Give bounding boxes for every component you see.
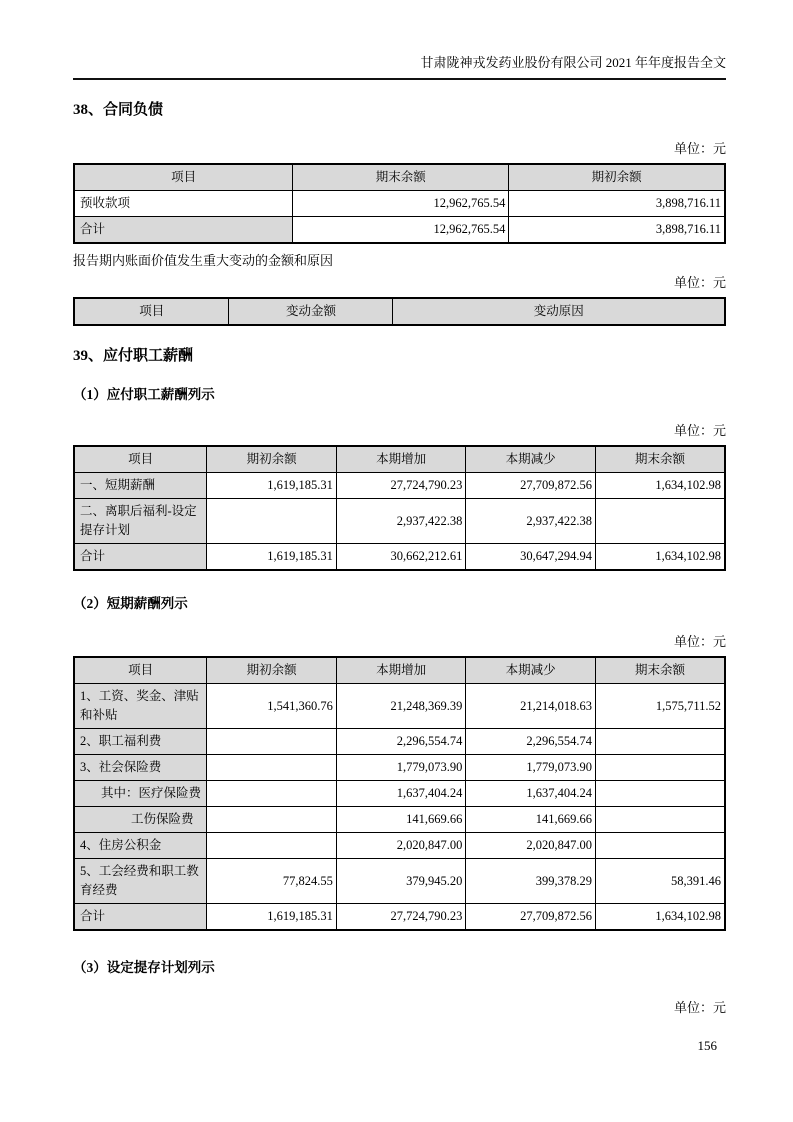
unit-label: 单位：元	[673, 634, 726, 649]
value-cell: 379,945.20	[336, 859, 466, 904]
value-cell	[207, 807, 337, 833]
header-cell: 期初余额	[207, 446, 337, 473]
value-cell	[207, 729, 337, 755]
value-cell: 27,724,790.23	[336, 904, 466, 931]
document-title: 甘肃陇神戎发药业股份有限公司 2021 年年度报告全文	[420, 55, 726, 70]
table-row	[74, 807, 725, 833]
table-header-row	[74, 298, 725, 325]
value-cell: 2,937,422.38	[466, 499, 596, 544]
unit-label: 单位：元	[673, 275, 726, 290]
item-cell: 5、工会经费和职工教育经费	[74, 859, 207, 904]
section-39-title: 39、应付职工薪酬	[73, 348, 194, 364]
header-cell: 本期增加	[336, 657, 466, 684]
unit-label: 单位：元	[673, 141, 726, 156]
subsection-2-title: （2）短期薪酬列示	[73, 596, 188, 611]
page-number: 156	[697, 1038, 717, 1053]
value-cell: 21,214,018.63	[466, 684, 596, 729]
item-cell: 一、短期薪酬	[74, 473, 207, 499]
unit-label: 单位：元	[673, 423, 726, 438]
table-row	[74, 904, 725, 931]
table-row	[74, 684, 725, 729]
change-note: 报告期内账面价值发生重大变动的金额和原因	[73, 253, 334, 268]
value-cell: 1,575,711.52	[595, 684, 725, 729]
item-cell: 3、社会保险费	[74, 755, 207, 781]
value-cell: 2,296,554.74	[336, 729, 466, 755]
value-cell: 1,619,185.31	[207, 544, 337, 571]
table-row	[74, 499, 725, 544]
subsection-3-title: （3）设定提存计划列示	[73, 960, 215, 975]
value-cell: 141,669.66	[336, 807, 466, 833]
value-cell	[207, 755, 337, 781]
value-cell: 1,634,102.98	[595, 544, 725, 571]
table-header-row	[74, 446, 725, 473]
value-cell	[207, 781, 337, 807]
value-cell: 27,709,872.56	[466, 473, 596, 499]
payroll-summary-table	[73, 445, 726, 571]
value-cell	[595, 833, 725, 859]
table-row	[74, 473, 725, 499]
header-cell: 变动金额	[229, 298, 393, 325]
header-cell: 期末余额	[293, 164, 509, 191]
item-cell: 其中：医疗保险费	[74, 781, 207, 807]
table-row	[74, 544, 725, 571]
header-cell: 期初余额	[207, 657, 337, 684]
value-cell: 1,779,073.90	[336, 755, 466, 781]
value-cell: 27,709,872.56	[466, 904, 596, 931]
change-table	[73, 297, 726, 326]
value-cell: 2,020,847.00	[466, 833, 596, 859]
header-cell: 变动原因	[393, 298, 725, 325]
header-cell: 本期减少	[466, 657, 596, 684]
value-cell: 2,020,847.00	[336, 833, 466, 859]
value-cell: 12,962,765.54	[293, 191, 509, 217]
value-cell: 1,637,404.24	[336, 781, 466, 807]
value-cell: 1,634,102.98	[595, 904, 725, 931]
table-row	[74, 755, 725, 781]
value-cell: 3,898,716.11	[509, 191, 725, 217]
value-cell	[595, 729, 725, 755]
header-cell: 期初余额	[509, 164, 725, 191]
value-cell: 58,391.46	[595, 859, 725, 904]
item-cell: 二、离职后福利-设定提存计划	[74, 499, 207, 544]
table-row	[74, 191, 725, 217]
header-cell: 项目	[74, 298, 229, 325]
value-cell	[207, 499, 337, 544]
table-header-row	[74, 164, 725, 191]
table-row	[74, 781, 725, 807]
value-cell: 12,962,765.54	[293, 217, 509, 244]
item-cell: 2、职工福利费	[74, 729, 207, 755]
value-cell: 27,724,790.23	[336, 473, 466, 499]
header-cell: 本期增加	[336, 446, 466, 473]
header-cell: 本期减少	[466, 446, 596, 473]
value-cell: 1,619,185.31	[207, 904, 337, 931]
value-cell	[595, 807, 725, 833]
value-cell: 1,541,360.76	[207, 684, 337, 729]
header-cell: 期末余额	[595, 657, 725, 684]
header-cell: 期末余额	[595, 446, 725, 473]
value-cell: 77,824.55	[207, 859, 337, 904]
value-cell	[595, 499, 725, 544]
value-cell	[595, 755, 725, 781]
short-term-payroll-table	[73, 656, 726, 931]
table-row	[74, 217, 725, 244]
header-cell: 项目	[74, 446, 207, 473]
value-cell: 2,296,554.74	[466, 729, 596, 755]
value-cell	[207, 833, 337, 859]
table-row	[74, 859, 725, 904]
item-cell: 合计	[74, 904, 207, 931]
value-cell: 399,378.29	[466, 859, 596, 904]
item-cell: 1、工资、奖金、津贴和补贴	[74, 684, 207, 729]
value-cell: 1,634,102.98	[595, 473, 725, 499]
table-row	[74, 729, 725, 755]
value-cell: 3,898,716.11	[509, 217, 725, 244]
item-cell: 合计	[74, 544, 207, 571]
value-cell: 21,248,369.39	[336, 684, 466, 729]
unit-label: 单位：元	[673, 1000, 726, 1015]
item-cell: 工伤保险费	[74, 807, 207, 833]
header-cell: 项目	[74, 164, 293, 191]
value-cell: 1,637,404.24	[466, 781, 596, 807]
subsection-1-title: （1）应付职工薪酬列示	[73, 387, 215, 402]
contract-liabilities-table	[73, 163, 726, 244]
item-cell: 4、住房公积金	[74, 833, 207, 859]
value-cell: 30,647,294.94	[466, 544, 596, 571]
item-cell: 预收款项	[74, 191, 293, 217]
value-cell: 2,937,422.38	[336, 499, 466, 544]
header-cell: 项目	[74, 657, 207, 684]
value-cell: 1,619,185.31	[207, 473, 337, 499]
table-row	[74, 833, 725, 859]
value-cell: 141,669.66	[466, 807, 596, 833]
item-cell: 合计	[74, 217, 293, 244]
section-38-title: 38、合同负债	[73, 102, 164, 118]
value-cell: 1,779,073.90	[466, 755, 596, 781]
value-cell: 30,662,212.61	[336, 544, 466, 571]
document-header	[73, 54, 726, 80]
value-cell	[595, 781, 725, 807]
table-header-row	[74, 657, 725, 684]
